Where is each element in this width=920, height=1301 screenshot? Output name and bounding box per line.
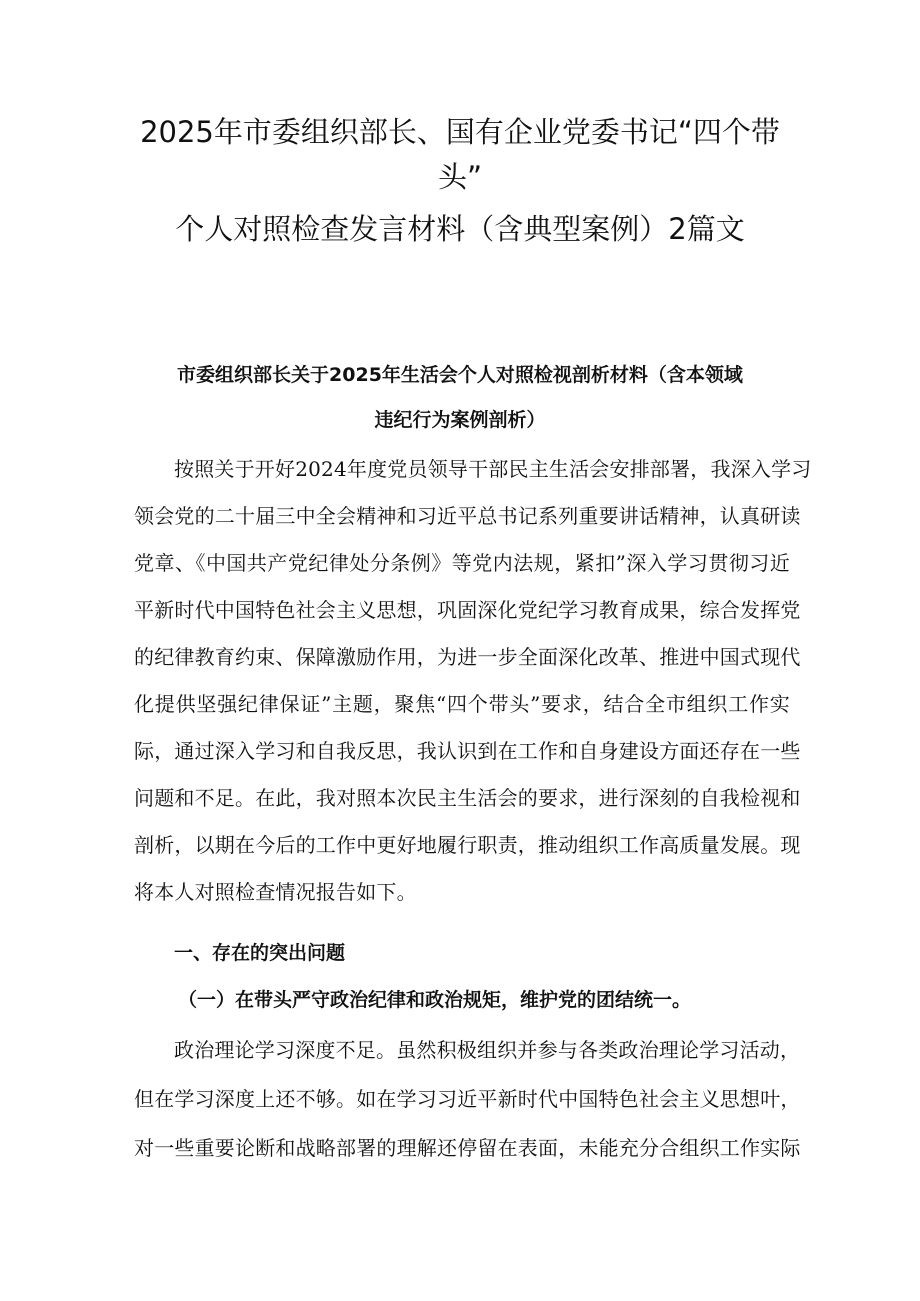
document-title-line-2: 头”: [437, 160, 483, 194]
paragraph-line: 的纪律教育约束、保障激励作用，为进一步全面深化改革、推进中国式现代: [134, 645, 801, 669]
paragraph-line: 对一些重要论断和战略部署的理解还停留在表面，未能充分合组织工作实际: [134, 1136, 801, 1160]
paragraph-line: 按照关于开好2024年度党员领导干部民主生活会安排部署，我深入学习: [174, 457, 812, 481]
paragraph-line: 化提供坚强纪律保证”主题，聚焦“四个带头”要求，结合全市组织工作实: [134, 692, 790, 716]
document-title-line-1: 2025年市委组织部长、国有企业党委书记“四个带: [140, 115, 780, 149]
paragraph-line: 问题和不足。在此，我对照本次民主生活会的要求，进行深刻的自我检视和: [134, 786, 801, 810]
paragraph-line: 政治理论学习深度不足。虽然积极组织并参与各类政治理论学习活动，: [174, 1038, 801, 1062]
paragraph-line: 将本人对照检查情况报告如下。: [134, 880, 417, 904]
paragraph-line: 领会党的二十届三中全会精神和习近平总书记系列重要讲话精神，认真研读: [134, 504, 801, 528]
subsection-heading: （一）在带头严守政治纪律和政治规矩，维护党的团结统一。: [178, 989, 692, 1011]
paragraph-line: 党章、《中国共产党纪律处分条例》等党内法规，紧扣”深入学习贯彻习近: [134, 551, 790, 575]
section-heading: 一、存在的突出问题: [174, 942, 346, 964]
document-title-line-3: 个人对照检查发言材料（含典型案例）2篇文: [175, 212, 745, 246]
paragraph-line: 剖析，以期在今后的工作中更好地履行职责，推动组织工作高质量发展。现: [134, 833, 801, 857]
article-subtitle-line-2: 违纪行为案例剖析）: [374, 409, 546, 431]
paragraph-line: 际，通过深入学习和自我反思，我认识到在工作和自身建设方面还存在一些: [134, 739, 801, 763]
paragraph-line: 但在学习深度上还不够。如在学习习近平新时代中国特色社会主义思想叶，: [134, 1087, 801, 1111]
article-subtitle-line-1: 市委组织部长关于2025年生活会个人对照检视剖析材料（含本领域: [177, 364, 743, 386]
paragraph-line: 平新时代中国特色社会主义思想，巩固深化党纪学习教育成果，综合发挥党: [134, 598, 801, 622]
